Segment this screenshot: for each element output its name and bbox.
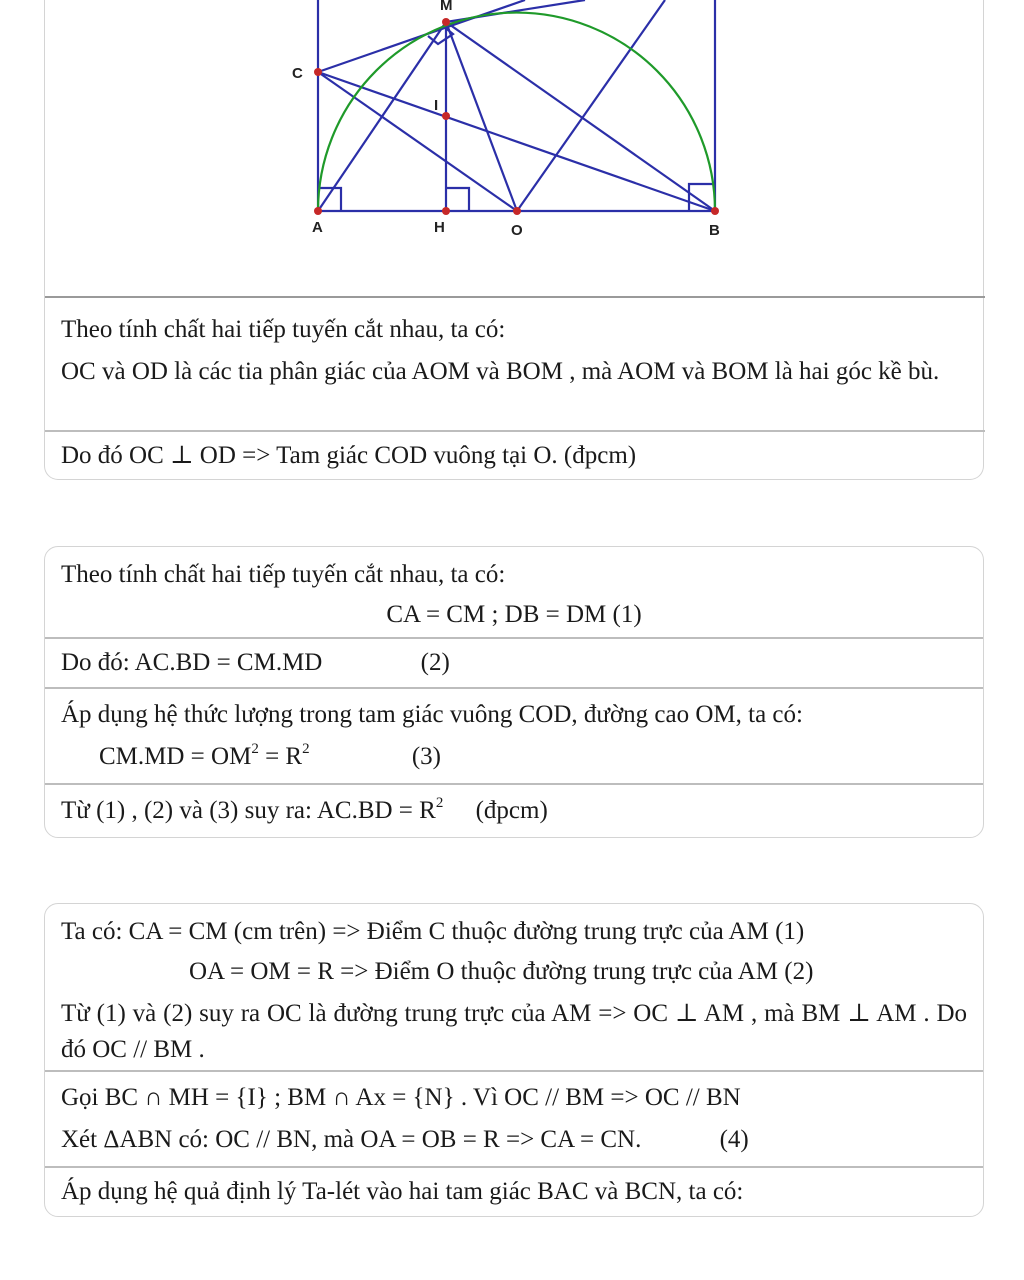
label-a: A [312,219,323,236]
semicircle-arc [318,13,715,211]
point-i [442,112,450,120]
section2-line6: Từ (1) , (2) và (3) suy ra: AC.BD = R [61,797,436,824]
segment-co [318,72,517,211]
section2-row3 [45,687,983,783]
label-m: M [440,0,453,14]
section2-dpcm: (đpcm) [475,797,548,824]
point-m [442,18,450,26]
segment-cb [318,72,715,211]
geometry-figure [45,0,985,296]
section1-conclusion: Do đó OC ⊥ OD => Tam giác COD vuông tại O. (đpcm) [45,430,985,480]
section2-row2 [45,637,983,687]
label-c: C [292,65,303,82]
geometry-diagram [45,0,985,296]
section3-row2 [45,1070,983,1166]
section2-tag2: (2) [420,649,450,676]
section2-line5-exp1: 2 [251,741,259,757]
section1-line1: Theo tính chất hai tiếp tuyến cắt nhau, ta có: [61,316,506,343]
section2-line5-b: = R [258,743,303,770]
point-o [513,207,521,215]
section2-line5 [61,739,967,775]
section3-line2: OA = OM = R => Điểm O thuộc đường trung trực của AM (2) [189,958,814,985]
section1-body [45,296,985,418]
section3-line5: Xét ΔABN có: OC // BN, mà OA = OB = R => CA = CN. [61,1126,642,1153]
section2-line3: Do đó: AC.BD = CM.MD [61,649,323,676]
proof-card-3 [44,903,984,1217]
section2-line6-exp: 2 [435,795,444,811]
section2-line2: CA = CM ; DB = DM (1) [386,601,642,628]
section3-line1: Ta có: CA = CM (cm trên) => Điểm C thuộc đường trung trực của AM (1) [61,918,805,945]
section3-row1 [45,904,983,1070]
section3-line5-wrap [61,1122,967,1158]
section3-tag4: (4) [719,1126,749,1153]
section2-line5-exp2: 2 [302,741,310,757]
label-h: H [434,219,445,236]
section3-line4: Gọi BC ∩ MH = {I} ; BM ∩ Ax = {N} . Vì OC // BM => OC // BN [61,1084,741,1111]
point-c [314,68,322,76]
section2-row4 [45,783,983,837]
section2-line1: Theo tính chất hai tiếp tuyến cắt nhau, ta có: [61,561,506,588]
label-b: B [709,222,720,239]
segment-mo [446,22,517,211]
proof-card-1 [44,0,984,480]
section1-line2: OC và OD là các tia phân giác của AOM và BOM , mà AOM và BOM là hai góc kề bù. [61,358,940,385]
section2-tag3: (3) [411,743,442,770]
section3-row3: Áp dụng hệ quả định lý Ta-lét vào hai tam giác BAC và BCN, ta có: [45,1166,983,1216]
point-b [711,207,719,215]
label-i: I [434,97,439,114]
segment-mb [446,22,715,211]
segment-od [517,0,665,211]
label-o: O [511,222,523,239]
point-h [442,207,450,215]
section2-row1 [45,547,983,637]
section2-line4: Áp dụng hệ thức lượng trong tam giác vuông COD, đường cao OM, ta có: [61,701,803,728]
right-angle-h [446,188,469,211]
proof-card-2 [44,546,984,838]
section3-line3: Từ (1) và (2) suy ra OC là đường trung trực của AM => OC ⊥ AM , mà BM ⊥ AM . Do đó OC // BM . [61,1000,967,1063]
point-a [314,207,322,215]
section2-line5-a: CM.MD = OM [99,743,252,770]
